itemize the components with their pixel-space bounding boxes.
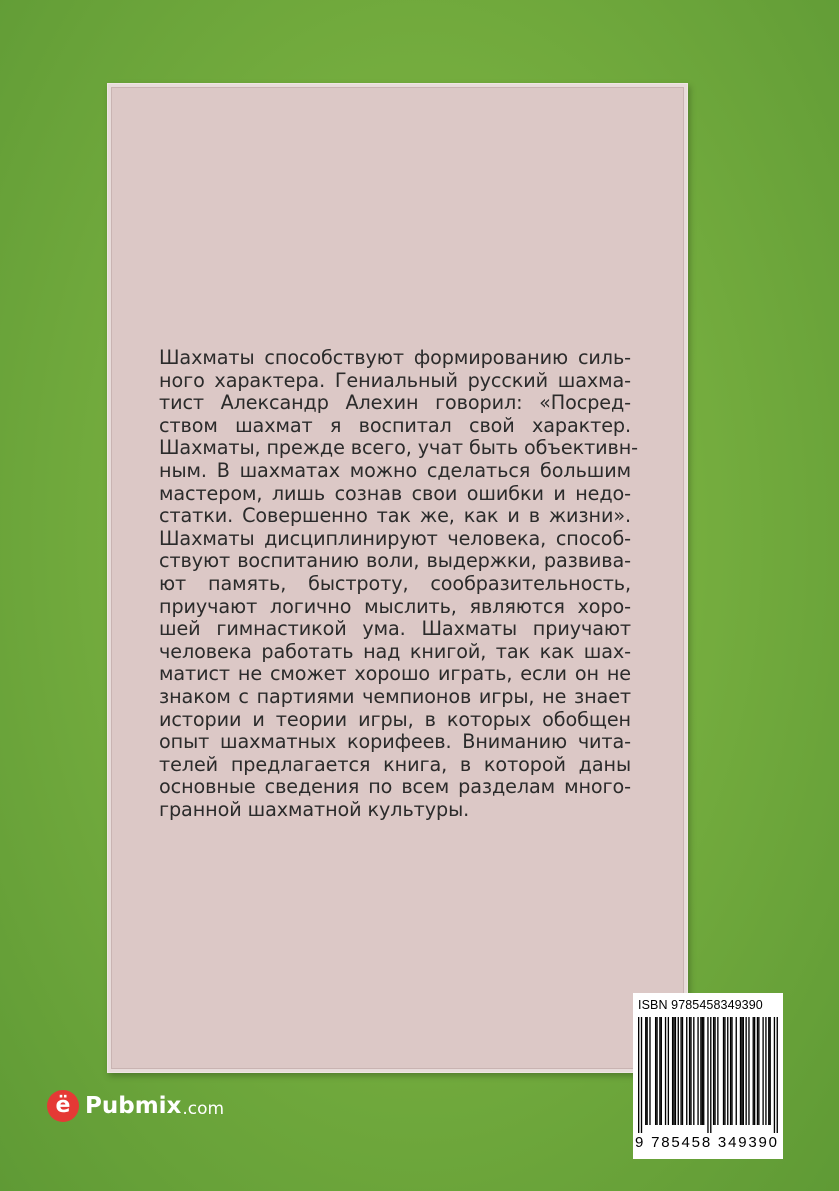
- description-line: тист Александр Алехин говорил: «Посред-: [159, 391, 631, 415]
- description-line: шей гимнастикой ума. Шахматы приучают: [159, 617, 631, 641]
- description-line: ством шахмат я воспитал свой характер.: [159, 413, 631, 437]
- barcode-bar: [743, 1017, 744, 1125]
- isbn-label: ISBN 9785458349390: [638, 998, 763, 1012]
- barcode-bar: [665, 1017, 666, 1125]
- isbn-digits: 9 785458 349390: [635, 1134, 779, 1151]
- description-line: ствуют воспитанию воли, выдержки, развива-: [159, 549, 631, 573]
- barcode-bar: [765, 1017, 766, 1125]
- barcode-bar: [659, 1017, 660, 1125]
- barcode-bar: [757, 1017, 758, 1125]
- barcode-bar: [697, 1017, 698, 1125]
- barcode-bar: [762, 1017, 763, 1125]
- description-line: гранной шахматной культуры.: [159, 797, 470, 821]
- barcode-bar: [770, 1017, 771, 1125]
- description-line: Шахматы дисциплинируют человека, способ-: [159, 526, 631, 550]
- barcode-bar: [717, 1017, 718, 1125]
- description-line: человека работать над книгой, так как шах-: [159, 639, 631, 663]
- description-line: статки. Совершенно так же, как и в жизни».: [159, 504, 631, 528]
- description-line: знаком с партиями чемпионов игры, не знает: [159, 684, 631, 708]
- barcode-bar: [748, 1017, 749, 1125]
- barcode-bar: [754, 1017, 755, 1125]
- barcode-bar: [753, 1017, 754, 1125]
- publisher-badge-icon: ё: [47, 1090, 79, 1122]
- barcode-bar: [646, 1017, 647, 1125]
- barcode-bar: [707, 1017, 708, 1133]
- barcode-bar: [768, 1017, 769, 1125]
- barcode-bar: [740, 1017, 741, 1125]
- publisher-name: Pubmix: [85, 1093, 182, 1119]
- barcode-bar: [777, 1017, 778, 1133]
- barcode-bar: [641, 1017, 642, 1133]
- barcode-bar: [656, 1017, 657, 1125]
- description-line: ют память, быстроту, сообразительность,: [159, 571, 631, 595]
- barcode-icon: [638, 1017, 778, 1133]
- publisher-domain: .com: [182, 1098, 225, 1119]
- barcode-bar: [700, 1017, 701, 1125]
- barcode-bar: [672, 1017, 673, 1125]
- barcode-bar: [730, 1017, 731, 1125]
- description-line: истории и теории игры, в которых обобщен: [159, 707, 631, 731]
- barcode-bar: [645, 1017, 646, 1125]
- barcode-bar: [745, 1017, 746, 1125]
- publisher-logo: [47, 1088, 224, 1124]
- barcode-bar: [668, 1017, 669, 1125]
- description-line: основные сведения по всем разделам много-: [159, 775, 631, 799]
- description-text: [159, 346, 638, 821]
- barcode-bar: [736, 1017, 737, 1125]
- description-line: мастером, лишь сознав свои ошибки и недо-: [159, 481, 631, 505]
- barcode-bar: [741, 1017, 742, 1125]
- barcode-bar: [724, 1017, 725, 1125]
- barcode-bar: [661, 1017, 662, 1125]
- description-line: опыт шахматных корифеев. Вниманию чита-: [159, 730, 631, 754]
- barcode-bar: [649, 1017, 650, 1125]
- description-line: ным. В шахматах можно сделаться большим: [159, 458, 631, 482]
- barcode-bar: [710, 1017, 711, 1133]
- barcode-bar: [690, 1017, 691, 1125]
- barcode-bar: [673, 1017, 674, 1125]
- barcode-bar: [689, 1017, 690, 1125]
- description-line: Шахматы, прежде всего, учат быть объективн-: [159, 436, 638, 460]
- description-line: телей предлагается книга, в которой даны: [159, 752, 631, 776]
- barcode-bar: [675, 1017, 676, 1125]
- barcode-bar: [758, 1017, 759, 1125]
- barcode-bar: [714, 1017, 715, 1125]
- barcode-bar: [678, 1017, 679, 1125]
- barcode-bar: [713, 1017, 714, 1125]
- barcode-bar: [774, 1017, 775, 1133]
- barcode-bar: [686, 1017, 687, 1125]
- barcode-bar: [693, 1017, 694, 1125]
- barcode-bar: [703, 1017, 704, 1125]
- description-line: матист не сможет хорошо играть, если он не: [159, 662, 631, 686]
- barcode-bar: [638, 1017, 639, 1133]
- barcode-block: [633, 993, 783, 1159]
- barcode-bar: [727, 1017, 728, 1125]
- description-line: приучают логично мыслить, являются хоро-: [159, 594, 631, 618]
- barcode-bar: [702, 1017, 703, 1125]
- barcode-bar: [680, 1017, 681, 1125]
- barcode-bar: [655, 1017, 656, 1125]
- barcode-bar: [731, 1017, 732, 1125]
- description-line: ного характера. Гениальный русский шахма-: [159, 368, 631, 392]
- barcode-bar: [682, 1017, 683, 1125]
- description-line: Шахматы способствуют формированию силь-: [159, 346, 631, 369]
- barcode-bar: [723, 1017, 724, 1125]
